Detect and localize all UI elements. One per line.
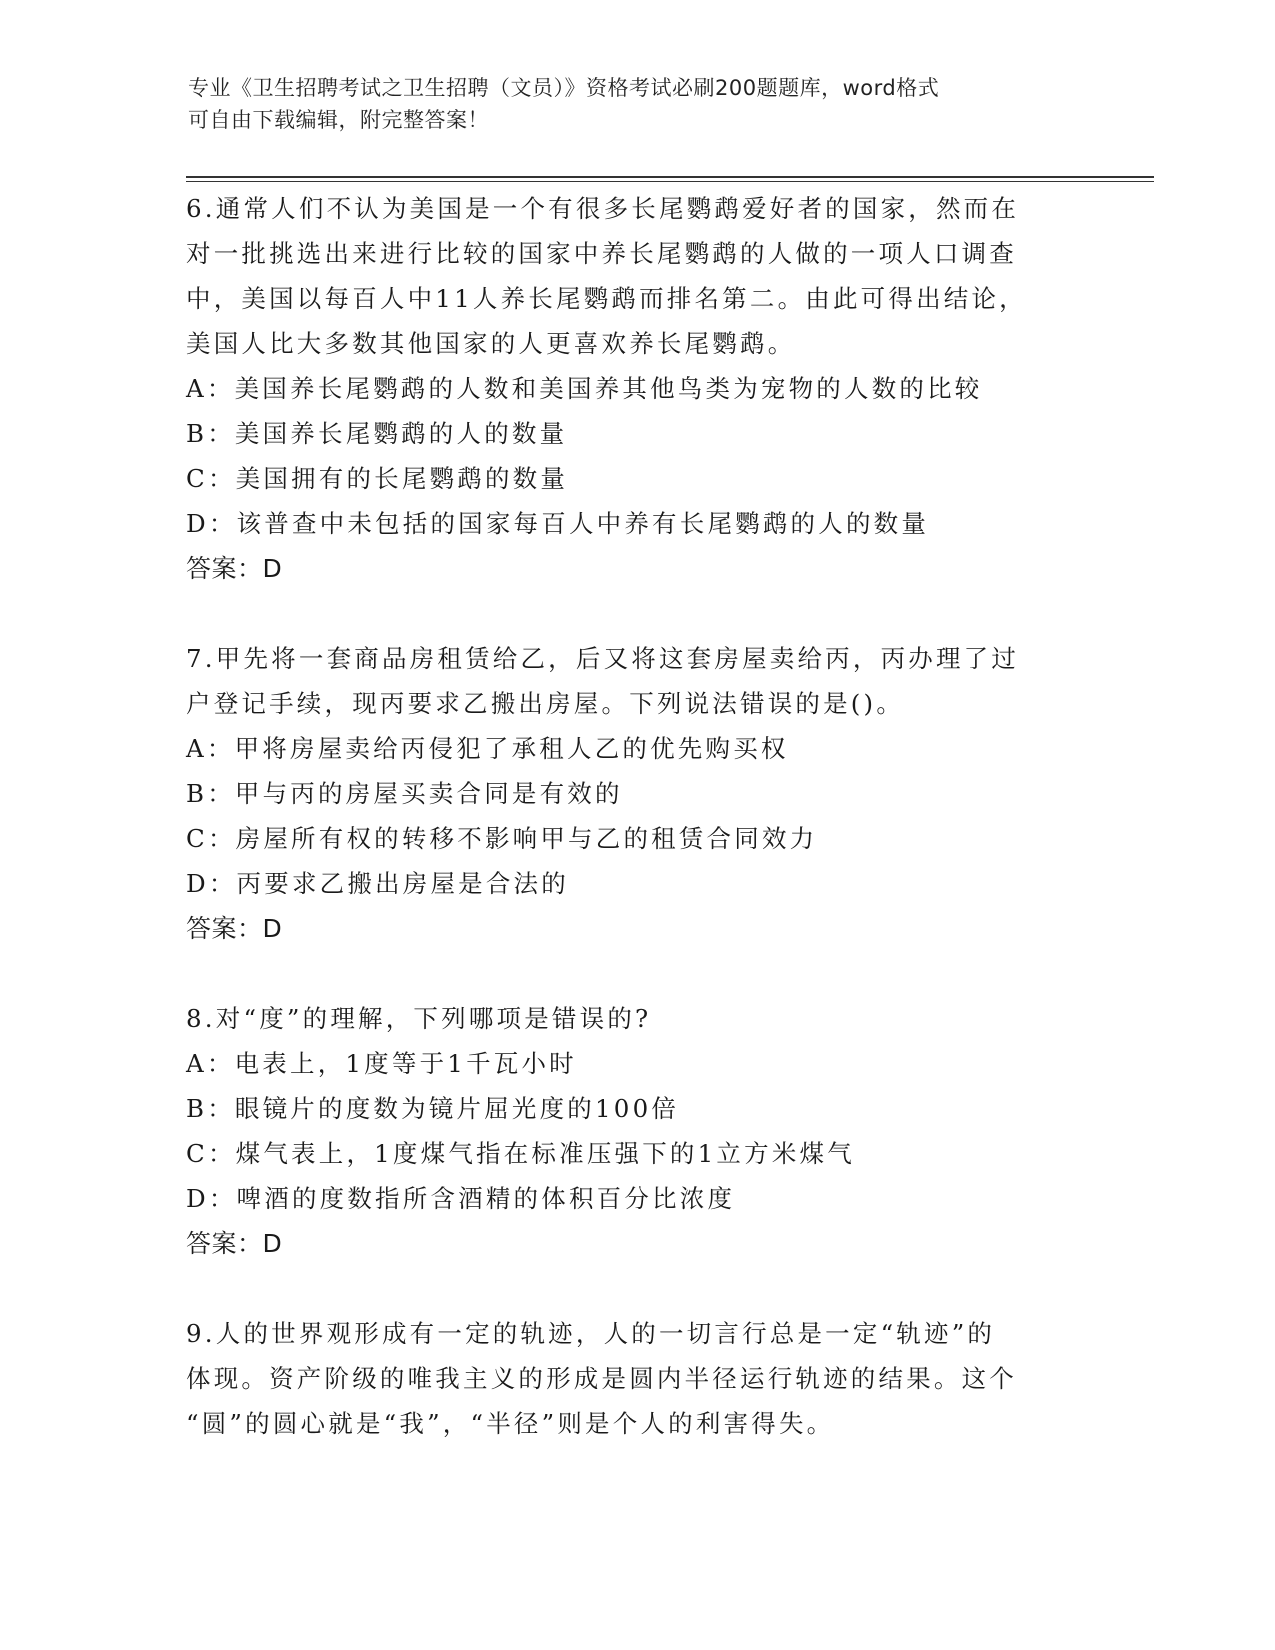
option-b: B：甲与丙的房屋买卖合同是有效的 <box>186 779 623 808</box>
question-list <box>186 186 1076 1446</box>
answer: 答案：D <box>186 1229 283 1258</box>
question-8 <box>186 996 1076 1266</box>
question-9 <box>186 1311 1076 1446</box>
question-text-line: 对一批挑选出来进行比较的国家中养长尾鹦鹉的人做的一项人口调查 <box>186 239 1017 268</box>
option-b: B：眼镜片的度数为镜片屈光度的100倍 <box>186 1094 680 1123</box>
question-text-line: 户登记手续，现丙要求乙搬出房屋。下列说法错误的是()。 <box>186 689 905 718</box>
question-6 <box>186 186 1076 591</box>
spacer <box>186 951 1076 996</box>
option-c: C：房屋所有权的转移不影响甲与乙的租赁合同效力 <box>186 824 818 853</box>
option-d: D：丙要求乙搬出房屋是合法的 <box>186 869 569 898</box>
answer: 答案：D <box>186 554 283 583</box>
question-text-line: 中，美国以每百人中11人养长尾鹦鹉而排名第二。由此可得出结论， <box>186 284 1027 313</box>
question-text-line: 8.对“度”的理解，下列哪项是错误的? <box>186 1004 652 1033</box>
option-c: C：煤气表上，1度煤气指在标准压强下的1立方米煤气 <box>186 1139 855 1168</box>
question-text-line: “圆”的圆心就是“我”，“半径”则是个人的利害得失。 <box>186 1409 835 1438</box>
header-divider-thick <box>186 176 1154 178</box>
option-d: D：啤酒的度数指所含酒精的体积百分比浓度 <box>186 1184 736 1213</box>
question-text-line: 6.通常人们不认为美国是一个有很多长尾鹦鹉爱好者的国家，然而在 <box>186 194 1020 223</box>
question-text-line: 9.人的世界观形成有一定的轨迹，人的一切言行总是一定“轨迹”的 <box>186 1319 996 1348</box>
option-d: D：该普查中未包括的国家每百人中养有长尾鹦鹉的人的数量 <box>186 509 930 538</box>
answer: 答案：D <box>186 914 283 943</box>
option-a: A：甲将房屋卖给丙侵犯了承租人乙的优先购买权 <box>186 734 789 763</box>
option-a: A：美国养长尾鹦鹉的人数和美国养其他鸟类为宠物的人数的比较 <box>186 374 983 403</box>
option-b: B：美国养长尾鹦鹉的人的数量 <box>186 419 568 448</box>
option-a: A：电表上，1度等于1千瓦小时 <box>186 1049 577 1078</box>
spacer <box>186 591 1076 636</box>
document-header <box>188 72 1088 136</box>
option-c: C：美国拥有的长尾鹦鹉的数量 <box>186 464 569 493</box>
spacer <box>186 1266 1076 1311</box>
question-text-line: 体现。资产阶级的唯我主义的形成是圆内半径运行轨迹的结果。这个 <box>186 1364 1017 1393</box>
header-line-2: 可自由下载编辑，附完整答案！ <box>188 108 489 132</box>
question-text-line: 美国人比大多数其他国家的人更喜欢养长尾鹦鹉。 <box>186 329 796 358</box>
question-7 <box>186 636 1076 951</box>
header-divider-thin <box>186 181 1154 182</box>
question-text-line: 7.甲先将一套商品房租赁给乙，后又将这套房屋卖给丙，丙办理了过 <box>186 644 1020 673</box>
header-line-1: 专业《卫生招聘考试之卫生招聘（文员）》资格考试必刷200题题库，word格式 <box>188 76 940 100</box>
